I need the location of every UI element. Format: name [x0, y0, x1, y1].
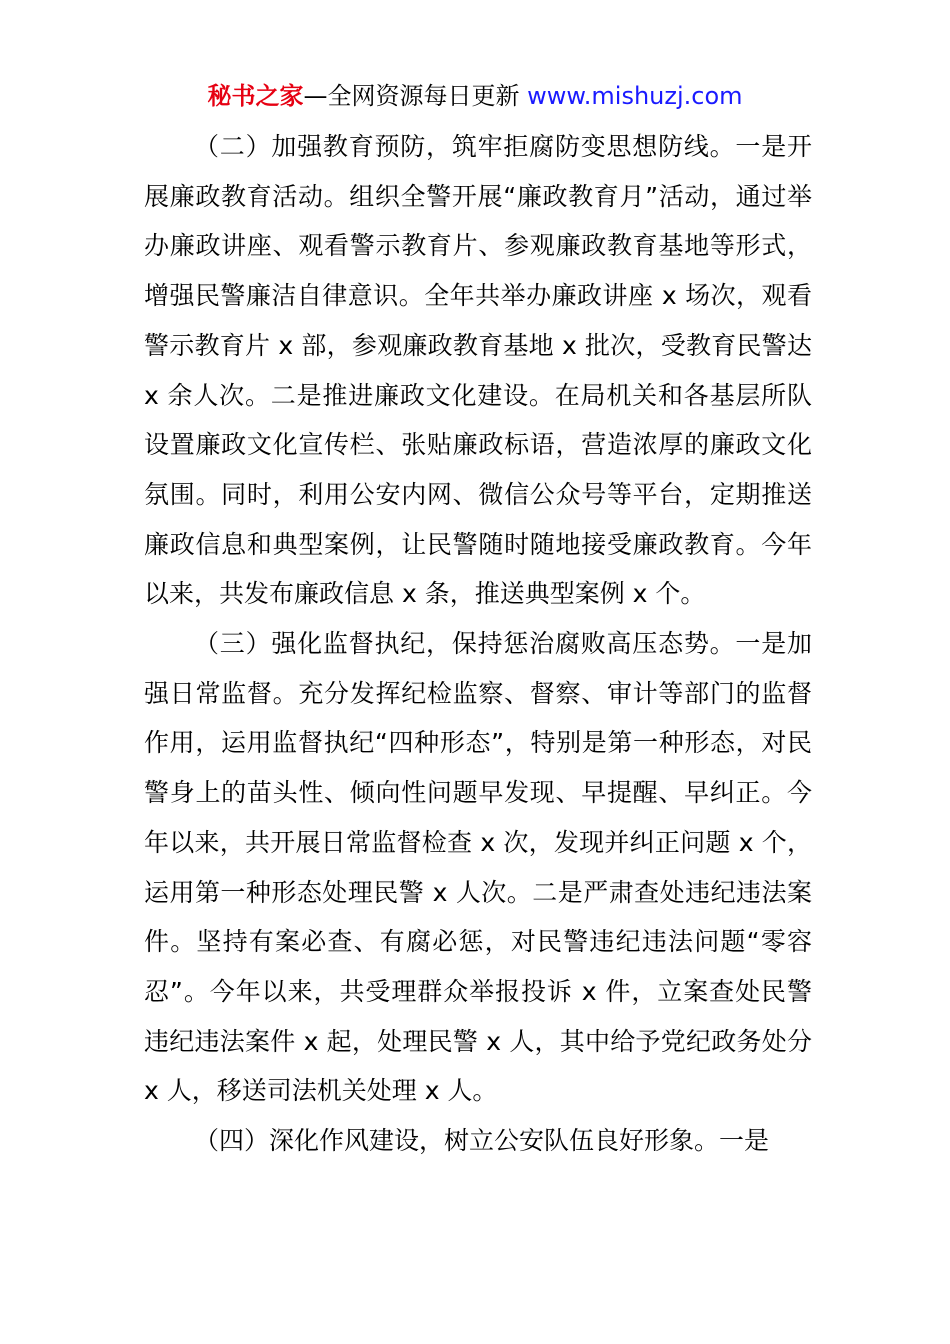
- site-url-link[interactable]: www.mishuzj.com: [527, 82, 743, 110]
- header-tagline: —全网资源每日更新: [303, 82, 528, 110]
- paragraph-supervision-discipline: （三）强化监督执纪，保持惩治腐败高压态势。一是加强日常监督。充分发挥纪检监察、督察、审计等部门的监督作用，运用监督执纪“四种形态”，特别是第一种形态，对民警身上的苗头性、倾向性问题早发现、早提醒、早纠正。今年以来，共开展日常监督检查 x 次，发现并纠正问题 x 个，运用第一种形态处理民警 x 人次。二是严肃查处违纪违法案件。坚持有案必查、有腐必惩，对民警违纪违法问题“零容忍”。今年以来，共受理群众举报投诉 x 件，立案查处民警违纪违法案件 x 起，处理民警 x 人，其中给予党纪政务处分 x 人，移送司法机关处理 x 人。: [144, 629, 812, 1106]
- paragraph-education-prevention: （二）加强教育预防，筑牢拒腐防变思想防线。一是开展廉政教育活动。组织全警开展“廉政教育月”活动，通过举办廉政讲座、观看警示教育片、参观廉政教育基地等形式，增强民警廉洁自律意识。全年共举办廉政讲座 x 场次，观看警示教育片 x 部，参观廉政教育基地 x 批次，受教育民警达 x 余人次。二是推进廉政文化建设。在局机关和各基层所队设置廉政文化宣传栏、张贴廉政标语，营造浓厚的廉政文化氛围。同时，利用公安内网、微信公众号等平台，定期推送廉政信息和典型案例，让民警随时随地接受廉政教育。今年以来，共发布廉政信息 x 条，推送典型案例 x 个。: [144, 132, 812, 609]
- site-header: [0, 80, 950, 112]
- paragraph-work-style: （四）深化作风建设，树立公安队伍良好形象。一是: [194, 1126, 770, 1156]
- brand-name: 秘书之家: [207, 82, 304, 110]
- document-body: [144, 122, 812, 1166]
